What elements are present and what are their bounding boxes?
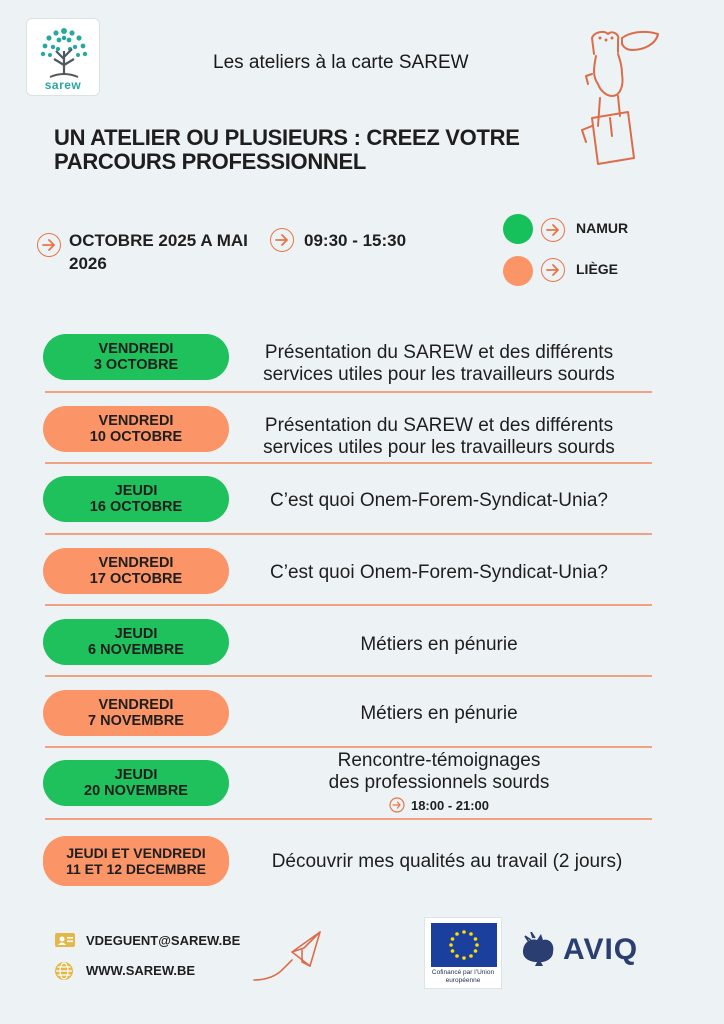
row-divider — [45, 533, 652, 535]
session-day: JEUDI — [114, 626, 158, 642]
globe-icon — [54, 961, 74, 981]
session-description: Découvrir mes qualités au travail (2 jours) — [271, 851, 623, 872]
session-day: JEUDI ET VENDREDI — [66, 845, 206, 861]
session-description: Rencontre-témoignages des professionnels sourds — [328, 750, 550, 793]
session-day: JEUDI — [114, 767, 158, 783]
liege-dot — [503, 256, 533, 286]
session-date-pill — [43, 548, 229, 594]
session-date-pill — [43, 836, 229, 886]
session-date: 20 NOVEMBRE — [84, 783, 188, 799]
session-date-pill — [43, 406, 229, 452]
session-description: C’est quoi Onem-Forem-Syndicat-Unia? — [270, 562, 608, 583]
eu-flag-icon — [431, 923, 497, 967]
session-date-pill — [43, 619, 229, 665]
session-time-text: 18:00 - 21:00 — [410, 797, 490, 813]
session-description-block — [232, 750, 646, 813]
session-date-pill — [43, 334, 229, 380]
id-card-icon — [54, 932, 76, 948]
hours-text: 09:30 - 15:30 — [304, 231, 407, 250]
session-day: VENDREDI — [98, 555, 174, 571]
arrow-right-icon — [541, 258, 565, 282]
session-day: VENDREDI — [98, 341, 174, 357]
arrow-right-icon — [541, 218, 565, 242]
session-date: 7 NOVEMBRE — [88, 713, 184, 729]
session-date: 3 OCTOBRE — [93, 357, 179, 373]
page-headline: UN ATELIER OU PLUSIEURS : CREEZ VOTRE PARCOURS PROFESSIONNEL — [54, 125, 520, 174]
person-illustration-icon — [578, 26, 664, 168]
sarew-logo — [26, 18, 100, 96]
page-subtitle: Les ateliers à la carte SAREW — [213, 52, 469, 73]
row-divider — [45, 675, 652, 677]
row-divider — [45, 604, 652, 606]
session-time — [232, 797, 646, 813]
legend-liege: LIÈGE — [576, 261, 619, 277]
session-description: Présentation du SAREW et des différents services utiles pour les travailleurs sourds — [263, 415, 615, 458]
session-date: 6 NOVEMBRE — [88, 642, 184, 658]
session-date: 16 OCTOBRE — [89, 499, 183, 515]
session-day: VENDREDI — [98, 697, 174, 713]
session-date-pill — [43, 690, 229, 736]
session-day: JEUDI — [114, 483, 158, 499]
eu-cofunding-logo — [424, 917, 502, 989]
session-description: Métiers en pénurie — [360, 634, 518, 655]
tree-icon — [28, 21, 100, 81]
row-divider — [45, 391, 652, 393]
row-divider — [45, 462, 652, 464]
period-text: OCTOBRE 2025 A MAI 2026 — [69, 231, 248, 273]
session-date-pill — [43, 760, 229, 806]
session-date-pill — [43, 476, 229, 522]
contact-website[interactable]: WWW.SAREW.BE — [86, 963, 196, 978]
rooster-icon — [519, 932, 559, 968]
logo-label: sarew — [44, 78, 82, 92]
arrow-right-icon — [389, 797, 405, 813]
session-date: 11 ET 12 DECEMBRE — [65, 861, 207, 877]
aviq-logo-text: AVIQ — [563, 933, 639, 966]
session-date: 17 OCTOBRE — [89, 571, 183, 587]
legend-namur: NAMUR — [576, 220, 629, 236]
session-date: 10 OCTOBRE — [89, 429, 183, 445]
row-divider — [45, 818, 652, 820]
arrow-right-icon — [37, 233, 61, 257]
session-description: Présentation du SAREW et des différents services utiles pour les travailleurs sourds — [263, 342, 615, 385]
namur-dot — [503, 214, 533, 244]
row-divider — [45, 746, 652, 748]
session-description: C’est quoi Onem-Forem-Syndicat-Unia? — [270, 490, 608, 511]
eu-caption: Cofinancé par l’Union européenne — [431, 969, 495, 984]
session-day: VENDREDI — [98, 413, 174, 429]
contact-email[interactable]: VDEGUENT@SAREW.BE — [86, 933, 241, 948]
session-description: Métiers en pénurie — [360, 703, 518, 724]
arrow-right-icon — [270, 228, 294, 252]
paper-plane-icon — [252, 928, 324, 984]
